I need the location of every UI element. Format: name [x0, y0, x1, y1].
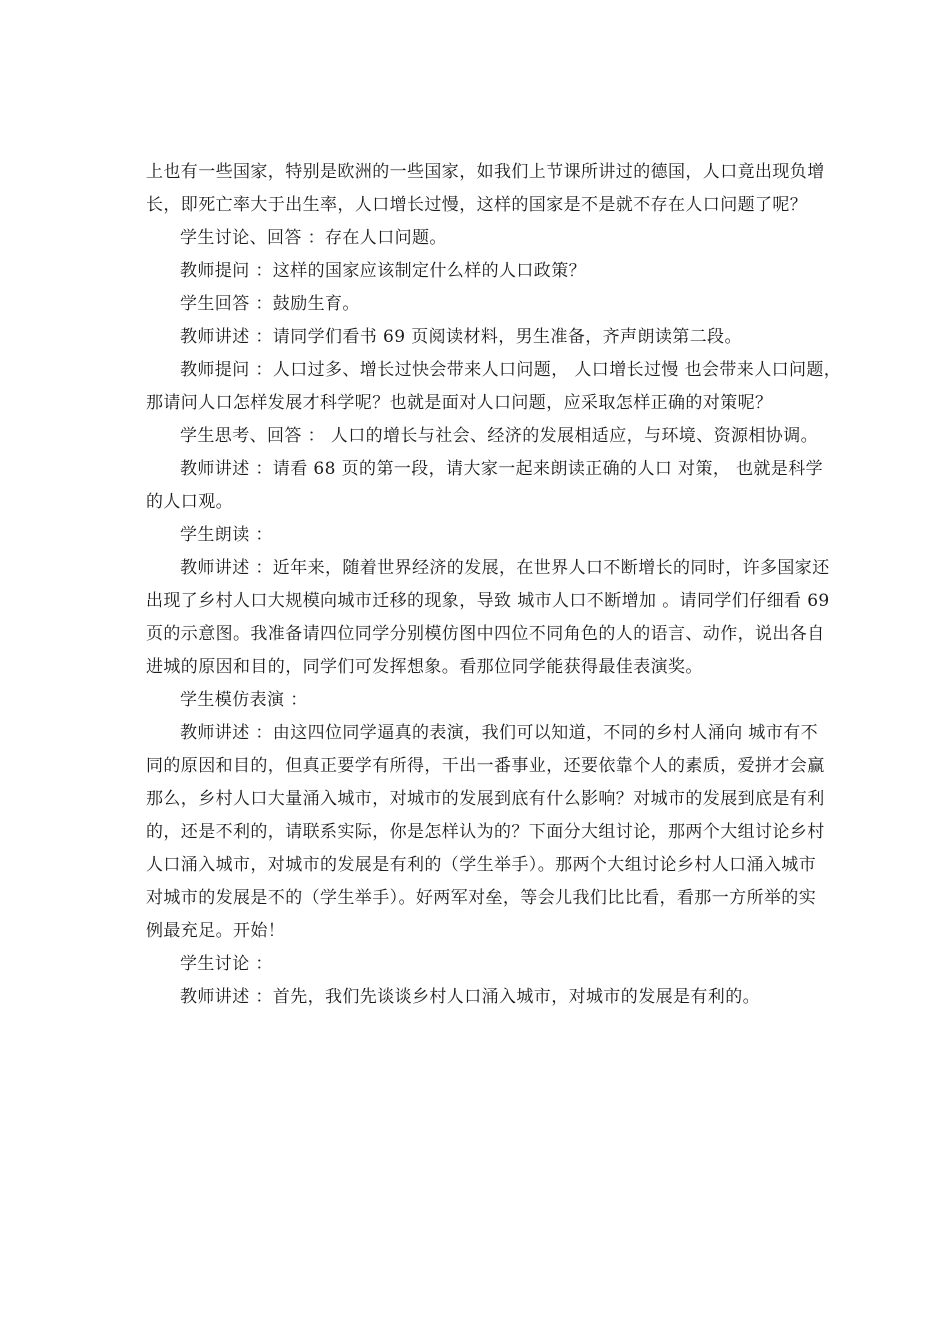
text-line: 教师讲述 ：请看 68 页的第一段，请大家一起来朗读正确的人口 对策， 也就是科学 [180, 459, 824, 479]
text-line: 学生思考、回答 ： 人口的增长与社会、经济的发展相适应，与环境、资源相协调。 [180, 426, 819, 446]
text-line: 例最充足。开始！ [146, 921, 286, 941]
text-line: 那请问人口怎样发展才科学呢？也就是面对人口问题，应采取怎样正确的对策呢？ [146, 393, 773, 413]
text-line: 教师提问 ：这样的国家应该制定什么样的人口政策？ [180, 261, 587, 281]
text-line: 上也有一些国家，特别是欧洲的一些国家，如我们上节课所讲过的德国，人口竟出现负增 [146, 162, 825, 182]
text-line: 的，还是不利的，请联系实际，你是怎样认为的？下面分大组讨论，那两个大组讨论乡村 [146, 822, 825, 842]
text-line: 学生朗读 ： [180, 525, 273, 545]
text-line: 人口涌入城市，对城市的发展是有利的（学生举手）。那两个大组讨论乡村人口涌入城市 [146, 855, 817, 875]
text-line: 学生模仿表演 ： [180, 690, 308, 710]
text-line: 学生讨论 ： [180, 954, 273, 974]
document-body [146, 156, 842, 1014]
text-line: 学生回答 ：鼓励生育。 [180, 294, 360, 314]
text-line: 的人口观。 [146, 492, 233, 512]
text-line: 长，即死亡率大于出生率，人口增长过慢，这样的国家是不是就不存在人口问题了呢？ [146, 195, 808, 215]
text-line: 教师讲述 ：近年来，随着世界经济的发展，在世界人口不断增长的同时，许多国家还 [180, 558, 830, 578]
text-line: 教师讲述 ：首先，我们先谈谈乡村人口涌入城市，对城市的发展是有利的。 [180, 987, 761, 1007]
text-line: 对城市的发展是不的（学生举手）。好两军对垒，等会儿我们比比看，看那一方所举的实 [146, 888, 817, 908]
text-line: 教师提问 ：人口过多、增长过快会带来人口问题， 人口增长过慢 也会带来人口问题， [180, 360, 842, 380]
text-line: 那么，乡村人口大量涌入城市，对城市的发展到底有什么影响？对城市的发展到底是有利 [146, 789, 825, 809]
text-line: 教师讲述 ：请同学们看书 69 页阅读材料，男生准备，齐声朗读第二段。 [180, 327, 742, 347]
text-line: 教师讲述 ：由这四位同学逼真的表演，我们可以知道，不同的乡村人涌向 城市有不 [180, 723, 819, 743]
text-line: 同的原因和目的，但真正要学有所得，干出一番事业，还要依靠个人的素质，爱拼才会赢 [146, 756, 825, 776]
text-line: 出现了乡村人口大规模向城市迁移的现象，导致 城市人口不断增加 。请同学们仔细看 69 [146, 591, 830, 611]
text-line: 页的示意图。我准备请四位同学分别模仿图中四位不同角色的人的语言、动作，说出各自 [146, 624, 825, 644]
text-line: 进城的原因和目的，同学们可发挥想象。看那位同学能获得最佳表演奖。 [146, 657, 703, 677]
text-line: 学生讨论、回答 ：存在人口问题。 [180, 228, 447, 248]
